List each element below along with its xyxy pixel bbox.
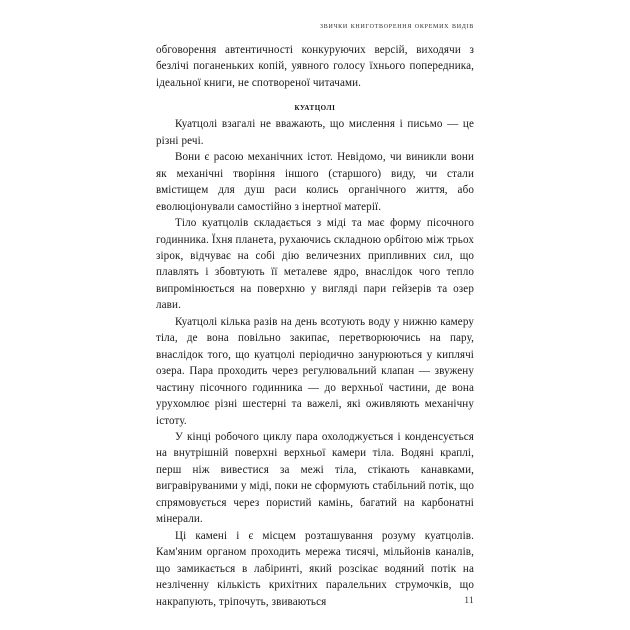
paragraph: Куатцолі взагалі не вважають, що мислення і письмо — це різні речі.: [156, 118, 474, 147]
section-heading: куатцолі: [294, 102, 336, 114]
running-head-area: [156, 22, 474, 31]
paragraph: Ці камені і є місцем розташування розуму куатцолів. Кам'яним органом проходить мережа тисячі, мільйонів каналів, що замикається в лабіринті, який розсікає водяний потік на незліченну кількість крихітних паралельних струмочків, що накрапують, тріпочуть, звиваються: [156, 529, 474, 608]
body-text-column: [156, 42, 474, 610]
paragraph: Тіло куатцолів складається з міді та має форму пісочного годинника. Їхня планета, рухаючись складною орбітою між трьох зірок, відчуває на собі дію величезних припливних сил, що плавлять і збовтують її металеве ядро, внаслідок чого тепло випромінюється на поверхню у вигляді пари гейзерів та озер лави.: [156, 217, 474, 312]
paragraph: Куатцолі кілька разів на день всотують воду у нижню камеру тіла, де вона повільно закипає, перетворюючись на пару, внаслідок того, що куатцолі періодично занурюються у киплячі озера. Пара проходить через регулювальний клапан — звужену частину пісочного годинника — до верхньої частини, де вона урухомлює різні шестерні та важелі, які оживляють механічну істоту.: [156, 315, 474, 427]
paragraph: У кінці робочого циклу пара охолоджується і конденсується на внутрішній поверхні верхньої камери тіла. Водяні краплі, перш ніж вивестися за межі тіла, стікають канавками, вигравіруваними у міді, поки не сформують стабільний потік, що спрямовується через пористий камінь, багатий на карбонатні мінерали.: [156, 430, 474, 526]
paragraph: Вони є расою механічних істот. Невідомо, чи виникли вони як механічні творіння іншого (старшого) виду, чи стали вмістищем для душ раси колись органічного життя, або еволюціонували самостійно з інертної матерії.: [156, 151, 474, 213]
page-number: 11: [464, 595, 474, 605]
paragraph-continued: обговорення автентичності конкуруючих версій, виходячи з безлічі поганеньких копій, уявного голосу їхнього попередника, ідеальної книги, не спотвореної читачами.: [156, 44, 474, 89]
running-head: звички книготворення окремих видів: [320, 21, 474, 30]
